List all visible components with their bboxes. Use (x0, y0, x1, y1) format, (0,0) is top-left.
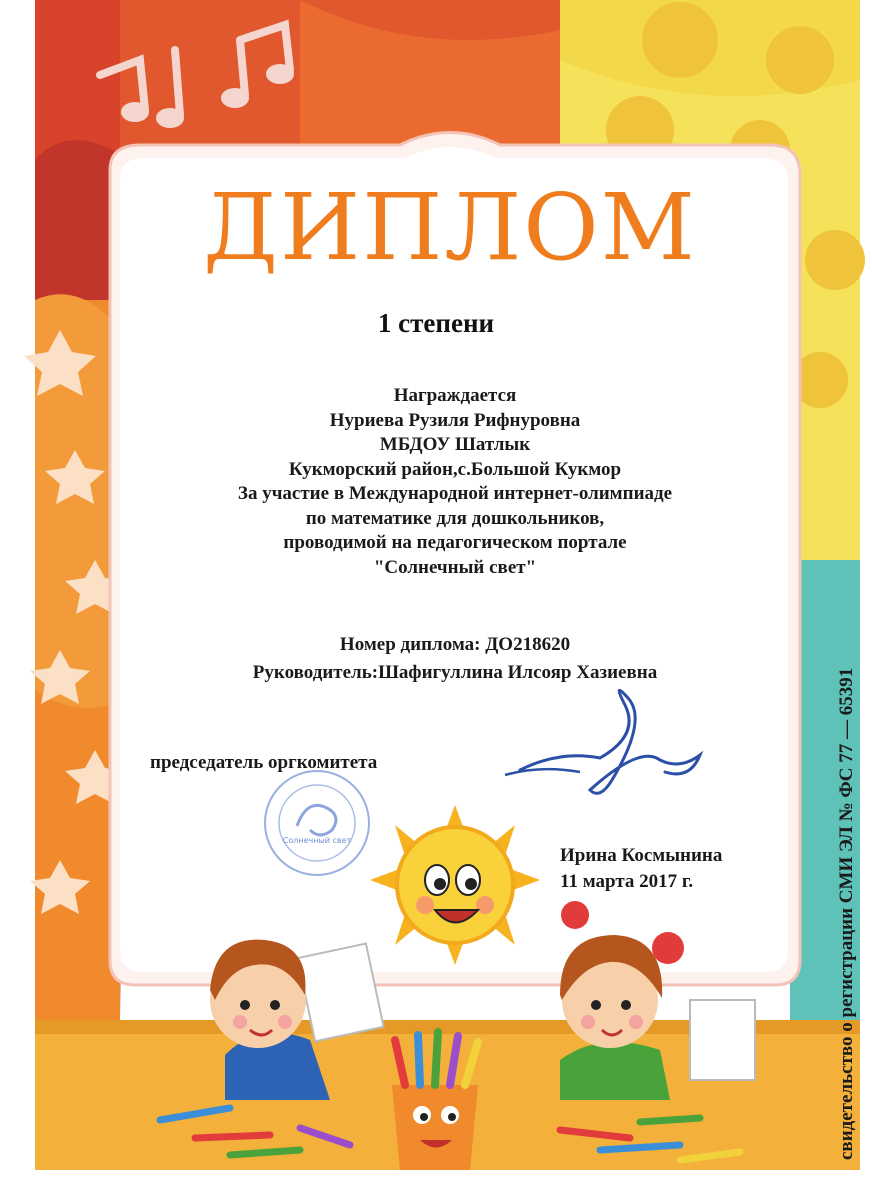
reason-line-2: по математике для дошкольников, (305, 507, 605, 529)
diploma-degree: 1 степени (377, 308, 495, 338)
award-body (130, 384, 780, 580)
chair-label: председатель оргкомитета (150, 752, 378, 773)
reason-line-1: За участие в Международной интернет-олимпиаде (237, 483, 673, 504)
supervisor-name: Руководитель:Шафигуллина Илсояр Хазиевна (252, 662, 658, 683)
location-text: Кукморский район,с.Большой Кукмор (288, 458, 622, 480)
signer-block (560, 843, 722, 895)
signer-name: Ирина Космынина (560, 845, 723, 866)
portal-name: "Солнечный свет" (373, 556, 537, 578)
stamp-seal (262, 768, 372, 878)
stamp-text: Солнечный свет (282, 836, 352, 845)
awarded-label: Награждается (393, 385, 517, 406)
diploma-title: ДИПЛОМ (203, 174, 697, 281)
diploma-number: Номер диплома: ДО218620 (339, 634, 571, 655)
issue-date: 11 марта 2017 г. (560, 871, 694, 892)
recipient-name: Нуриева Рузиля Рифнуровна (329, 409, 581, 431)
diploma-meta (130, 631, 780, 687)
reason-line-3: проводимой на педагогическом портале (283, 532, 627, 553)
organization-name: МБДОУ Шатлык (379, 434, 531, 455)
registration-note: свидетельство о регистрации СМИ ЭЛ № ФС 77 — 65391 (836, 667, 857, 1160)
